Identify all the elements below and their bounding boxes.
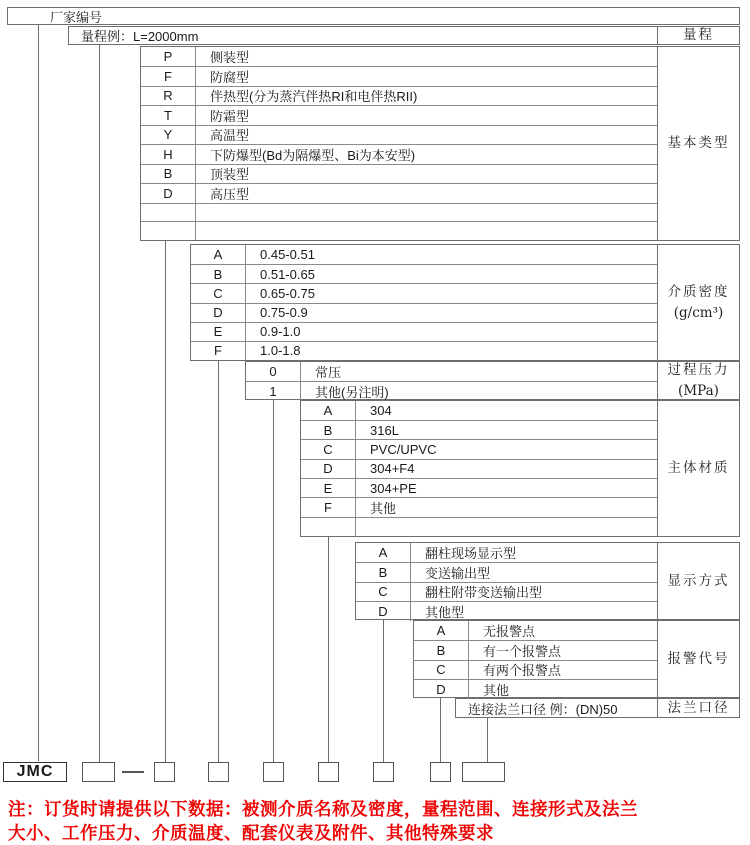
density-code-box [208, 762, 229, 782]
display-mode-category-label: 显示方式 [657, 543, 739, 619]
option-description: 0.75-0.9 [260, 305, 308, 321]
display-mode-rows [356, 543, 657, 619]
option-row [356, 601, 657, 621]
medium-density-block [190, 244, 740, 361]
option-description: 翻柱附带变送输出型 [425, 585, 543, 601]
connector-line [273, 400, 274, 762]
option-row [301, 420, 657, 439]
option-code: B [141, 165, 196, 184]
medium-density-rows [191, 245, 657, 360]
connector-line [38, 25, 39, 761]
alarm-code-rows [414, 621, 657, 697]
option-code: R [141, 87, 196, 106]
option-row [414, 621, 657, 640]
option-row [301, 517, 657, 536]
option-description: 有两个报警点 [483, 663, 562, 679]
option-code: 1 [246, 382, 301, 401]
option-description: 下防爆型(Bd为隔爆型、Bi为本安型) [210, 147, 416, 163]
range-code-box [82, 762, 115, 782]
medium-density-category-label: 介质密度 (g/cm³) [657, 245, 739, 360]
option-code: A [301, 401, 356, 420]
option-code: A [191, 245, 246, 264]
option-code: F [191, 342, 246, 360]
option-description: 有一个报警点 [483, 643, 562, 659]
connector-line [99, 45, 100, 762]
option-description: 无报警点 [483, 624, 536, 639]
option-description: 其他 [370, 500, 397, 516]
option-description: 0.45-0.51 [260, 247, 315, 263]
ordering-note-line1: 注：订货时请提供以下数据：被测介质名称及密度，量程范围、连接形式及法兰 [8, 799, 638, 819]
vendor-number-row [7, 7, 740, 25]
connector-line [218, 361, 219, 762]
option-description: 侧装型 [210, 50, 250, 65]
display-code-box [373, 762, 394, 782]
flange-size-row [455, 698, 740, 718]
body-material-block [300, 400, 740, 537]
option-description: 0.9-1.0 [260, 324, 301, 340]
option-row [414, 640, 657, 660]
connector-line [440, 698, 441, 762]
connector-line [165, 241, 166, 762]
option-row [141, 164, 657, 184]
option-description: 高温型 [210, 128, 250, 144]
option-description: 0.51-0.65 [260, 266, 315, 282]
option-code: C [301, 440, 356, 458]
process-pressure-category-label: 过程压力 (MPa) [657, 362, 739, 399]
option-code [141, 204, 196, 222]
option-row [414, 679, 657, 699]
option-row [301, 439, 657, 458]
option-row [141, 144, 657, 164]
option-code: B [191, 265, 246, 283]
option-row [141, 47, 657, 66]
option-description: 1.0-1.8 [260, 343, 301, 359]
option-description: 304+PE [370, 480, 417, 496]
option-description: 翻柱现场显示型 [425, 546, 517, 561]
range-row [68, 26, 740, 45]
option-row [301, 401, 657, 420]
option-description: 常压 [315, 365, 342, 380]
option-code: A [414, 621, 469, 640]
option-code: H [141, 145, 196, 164]
option-description: 其他型 [425, 604, 465, 620]
range-example-label: 量程例：L=2000mm [81, 29, 199, 44]
option-code: D [191, 304, 246, 322]
process-pressure-block [245, 361, 740, 400]
option-row [246, 362, 657, 381]
option-description: 高压型 [210, 186, 250, 202]
option-row [356, 562, 657, 582]
option-code: E [301, 479, 356, 497]
option-row [141, 125, 657, 145]
basic-type-category-label: 基本类型 [657, 47, 739, 240]
basic-type-rows [141, 47, 657, 240]
option-row [141, 86, 657, 106]
option-row [191, 341, 657, 360]
flange-code-box [462, 762, 505, 782]
option-code: F [301, 498, 356, 517]
option-code [141, 222, 196, 240]
connector-line [487, 718, 488, 762]
option-row [141, 66, 657, 86]
option-description: 304+F4 [370, 461, 415, 477]
material-code-box [318, 762, 339, 782]
option-code: D [356, 602, 411, 621]
option-code: B [414, 641, 469, 660]
option-description: 防腐型 [210, 69, 250, 85]
option-row [191, 283, 657, 302]
option-description: 变送输出型 [425, 565, 491, 581]
option-row [191, 264, 657, 283]
option-code: E [191, 323, 246, 341]
option-row [191, 245, 657, 264]
alarm-code-box [430, 762, 451, 782]
option-row [301, 478, 657, 497]
option-row [301, 459, 657, 478]
option-description: PVC/UPVC [370, 442, 437, 458]
body-material-category-label: 主体材质 [657, 401, 739, 536]
option-description: 316L [370, 422, 399, 438]
ordering-note-line2: 大小、工作压力、介质温度、配套仪表及附件、其他特殊要求 [8, 823, 494, 843]
connector-line [328, 537, 329, 762]
option-code: P [141, 47, 196, 66]
option-description: 防霜型 [210, 108, 250, 124]
option-description: 伴热型(分为蒸汽伴热RI和电伴热RII) [210, 89, 418, 105]
vendor-number-label: 厂家编号 [50, 9, 103, 25]
pressure-code-box [263, 762, 284, 782]
body-material-rows [301, 401, 657, 536]
alarm-code-category-label: 报警代号 [657, 621, 739, 697]
option-code: 0 [246, 362, 301, 381]
option-row [141, 183, 657, 203]
option-code: F [141, 67, 196, 86]
option-row [141, 105, 657, 125]
option-code: D [414, 680, 469, 699]
option-description: 其他 [483, 682, 510, 698]
option-description: 其他(另注明) [315, 384, 389, 400]
option-row [191, 303, 657, 322]
option-row [246, 381, 657, 401]
option-description: 0.65-0.75 [260, 285, 315, 301]
option-row [356, 543, 657, 562]
connector-line [383, 620, 384, 762]
option-code: B [301, 421, 356, 439]
option-row [356, 582, 657, 602]
option-description: 顶装型 [210, 167, 250, 183]
display-mode-block [355, 542, 740, 620]
process-pressure-rows [246, 362, 657, 399]
basic-type-code-box [154, 762, 175, 782]
flange-size-category-label: 法兰口径 [657, 699, 739, 717]
option-code: C [356, 583, 411, 602]
separator-dash [122, 771, 144, 773]
option-row [141, 221, 657, 240]
option-code: D [141, 184, 196, 203]
option-code: D [301, 460, 356, 478]
flange-size-text: 连接法兰口径 例：(DN)50 [468, 701, 618, 717]
basic-type-block [140, 46, 740, 241]
option-code: Y [141, 126, 196, 145]
option-code: C [191, 284, 246, 302]
option-code: C [414, 661, 469, 680]
option-description: 304 [370, 403, 392, 419]
range-category-label: 量程 [657, 27, 739, 44]
option-code: B [356, 563, 411, 582]
option-row [191, 322, 657, 341]
option-code [301, 518, 356, 536]
option-row [414, 660, 657, 680]
model-prefix-box: JMC [3, 762, 67, 782]
option-code: T [141, 106, 196, 125]
option-code: A [356, 543, 411, 562]
option-row [301, 497, 657, 517]
option-row [141, 203, 657, 222]
alarm-code-block [413, 620, 740, 698]
